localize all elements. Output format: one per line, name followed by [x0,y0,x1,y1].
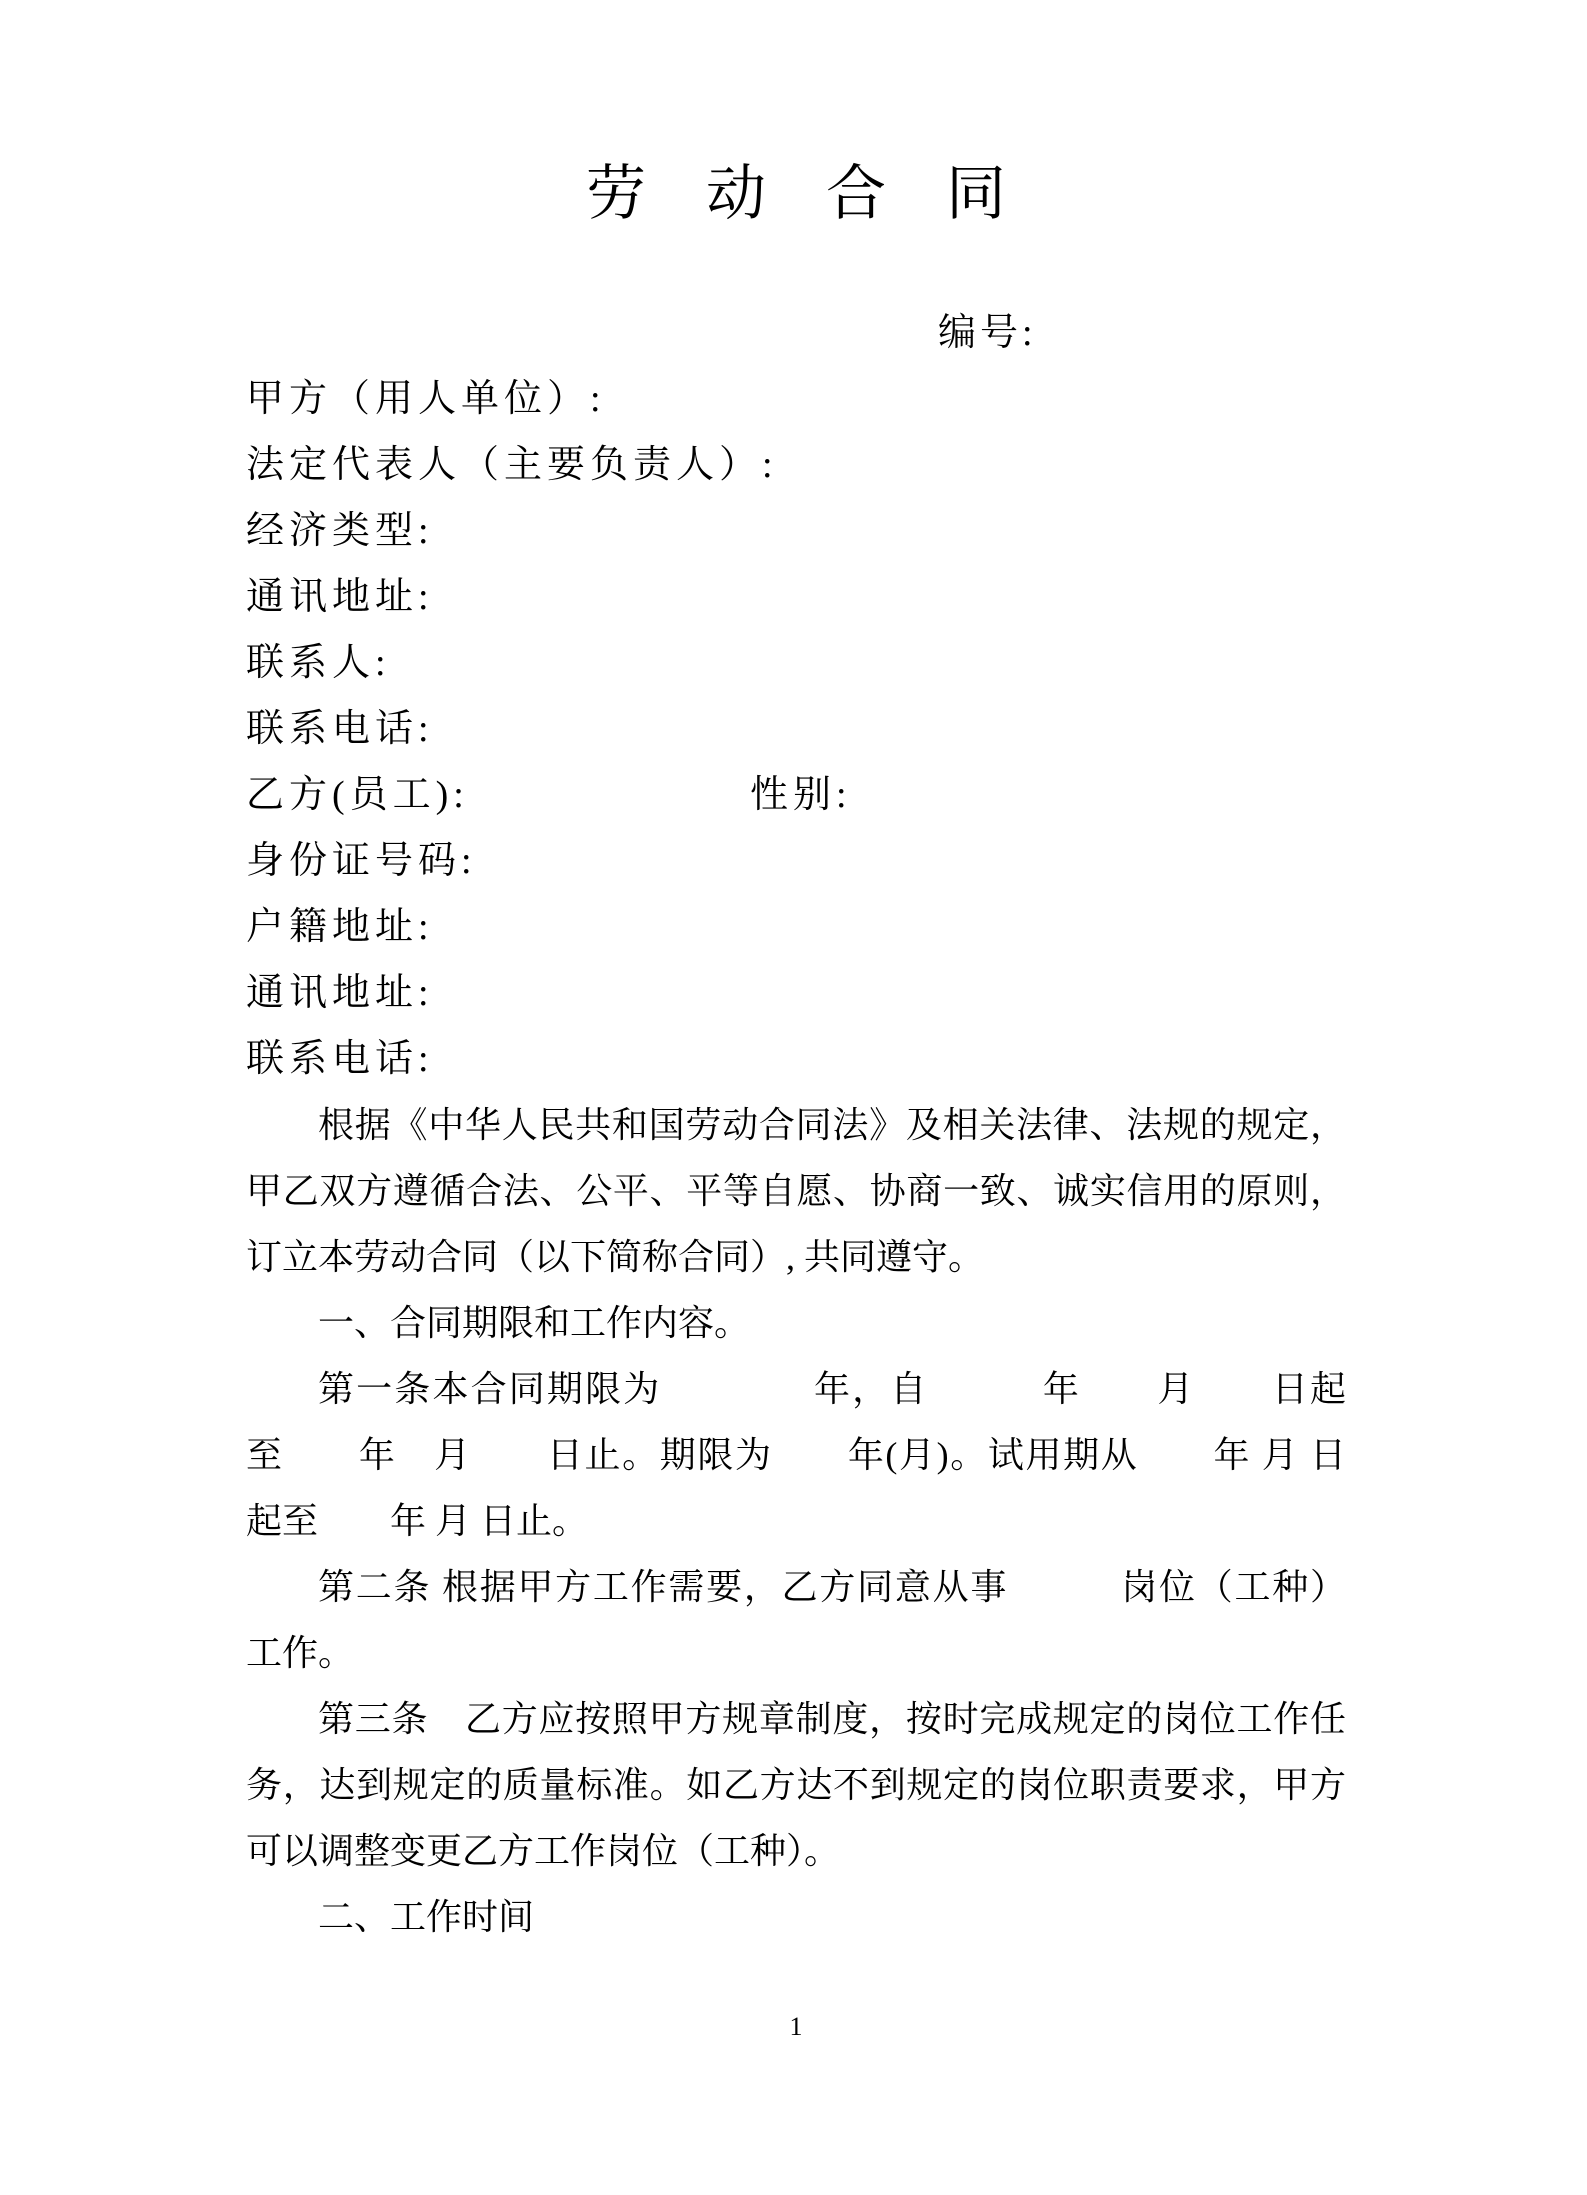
document-title: 劳 动 合 同 [586,161,1006,227]
section-2-heading: 二、工作时间 [318,1897,535,1937]
party-b-id-number-label: 身份证号码: [246,840,477,882]
clause-3-line-2: 务，达到规定的质量标准。如乙方达不到规定的岗位职责要求，甲方 [246,1765,1346,1805]
party-a-legal-representative-label: 法定代表人（主要负责人）: [246,444,778,486]
party-b-line [246,762,1346,828]
party-b-contact-phone-label: 联系电话: [246,1038,434,1080]
page-number: 1 [789,2012,803,2041]
party-b-mailing-address-label: 通讯地址: [246,972,434,1014]
contract-number-label: 编号: [938,312,1037,354]
party-b-employee-label: 乙方(员工): [246,774,469,816]
party-b-gender-label: 性别: [750,774,852,816]
clause-3-line-1: 第三条 乙方应按照甲方规章制度，按时完成规定的岗位工作任 [318,1699,1346,1739]
party-a-employer-label: 甲方（用人单位）: [246,378,606,420]
clause-1-line-3: 起至 年 月 日止。 [246,1501,589,1541]
party-a-economic-type-label: 经济类型: [246,510,434,552]
preamble-line-3: 订立本劳动合同（以下简称合同）, 共同遵守。 [246,1237,985,1277]
clause-1-line-1: 第一条本合同期限为 年，自 年 月 日起 [318,1369,1346,1409]
party-b-registered-address-label: 户籍地址: [246,906,434,948]
section-1-heading: 一、合同期限和工作内容。 [318,1303,751,1343]
clause-3-line-3: 可以调整变更乙方工作岗位（工种）。 [246,1831,841,1871]
party-a-contact-phone-label: 联系电话: [246,708,434,750]
clause-1-line-2: 至 年 月 日止。期限为 年(月)。试用期从 年 月 日 [246,1435,1346,1475]
preamble-line-2: 甲乙双方遵循合法、公平、平等自愿、协商一致、诚实信用的原则， [246,1171,1346,1211]
party-a-contact-person-label: 联系人: [246,642,391,684]
party-a-mailing-address-label: 通讯地址: [246,576,434,618]
clause-2-line-1: 第二条 根据甲方工作需要，乙方同意从事 岗位（工种） [318,1567,1346,1607]
clause-2-line-2: 工作。 [246,1633,355,1673]
preamble-line-1: 根据《中华人民共和国劳动合同法》及相关法律、法规的规定， [318,1105,1346,1145]
contract-number-line [246,300,1346,366]
